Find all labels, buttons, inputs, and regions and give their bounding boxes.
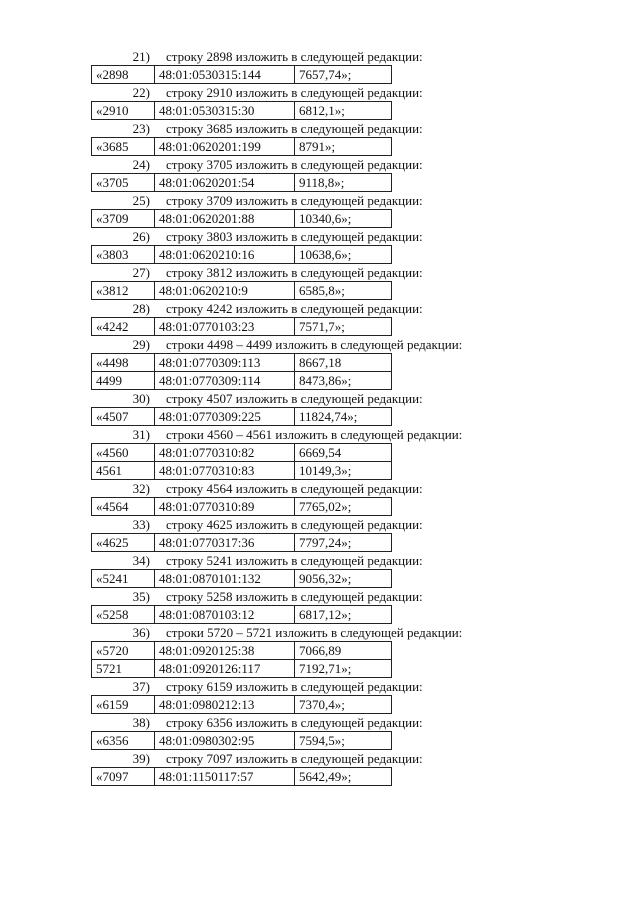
item-instruction: строку 4507 изложить в следующей редакции: bbox=[166, 391, 423, 406]
value-cell: 7192,71»; bbox=[295, 660, 392, 678]
item-number: 25) bbox=[132, 193, 150, 208]
table-row bbox=[92, 732, 392, 750]
amendment-heading bbox=[0, 552, 640, 569]
amendment-heading bbox=[0, 300, 640, 317]
cadastral-number-cell: 48:01:0870101:132 bbox=[155, 570, 295, 588]
value-cell: 9118,8»; bbox=[295, 174, 392, 192]
row-number-cell: «6356 bbox=[92, 732, 155, 750]
amendment-item bbox=[0, 228, 640, 264]
item-number: 22) bbox=[132, 85, 150, 100]
cadastral-number-cell: 48:01:0620201:88 bbox=[155, 210, 295, 228]
item-instruction: строки 4560 – 4561 изложить в следующей редакции: bbox=[166, 427, 463, 442]
cadastral-number-cell: 48:01:0770309:225 bbox=[155, 408, 295, 426]
row-number-cell: «7097 bbox=[92, 768, 155, 786]
table-row bbox=[92, 354, 392, 372]
row-number-cell: «2910 bbox=[92, 102, 155, 120]
table-row bbox=[92, 570, 392, 588]
table-row bbox=[92, 498, 392, 516]
amendment-heading bbox=[0, 678, 640, 695]
amendment-item bbox=[0, 84, 640, 120]
value-cell: 6669,54 bbox=[295, 444, 392, 462]
row-number-cell: «3705 bbox=[92, 174, 155, 192]
row-number-cell: «6159 bbox=[92, 696, 155, 714]
value-cell: 8473,86»; bbox=[295, 372, 392, 390]
row-number-cell: «4498 bbox=[92, 354, 155, 372]
amendment-item bbox=[0, 156, 640, 192]
row-number-cell: «5258 bbox=[92, 606, 155, 624]
amendment-item bbox=[0, 714, 640, 750]
amendment-item bbox=[0, 264, 640, 300]
item-instruction: строку 6356 изложить в следующей редакции: bbox=[166, 715, 423, 730]
item-number: 21) bbox=[132, 49, 150, 64]
cadastral-number-cell: 48:01:0770103:23 bbox=[155, 318, 295, 336]
cadastral-number-cell: 48:01:0920125:38 bbox=[155, 642, 295, 660]
value-cell: 7594,5»; bbox=[295, 732, 392, 750]
item-number: 32) bbox=[132, 481, 150, 496]
value-cell: 7571,7»; bbox=[295, 318, 392, 336]
cadastral-number-cell: 48:01:0770317:36 bbox=[155, 534, 295, 552]
table-row bbox=[92, 246, 392, 264]
amendment-table bbox=[91, 497, 392, 516]
item-instruction: строку 3705 изложить в следующей редакции: bbox=[166, 157, 423, 172]
table-row bbox=[92, 318, 392, 336]
item-number: 29) bbox=[132, 337, 150, 352]
row-number-cell: «3685 bbox=[92, 138, 155, 156]
amendment-table bbox=[91, 65, 392, 84]
cadastral-number-cell: 48:01:0980212:13 bbox=[155, 696, 295, 714]
item-number: 38) bbox=[132, 715, 150, 730]
value-cell: 10149,3»; bbox=[295, 462, 392, 480]
cadastral-number-cell: 48:01:0770309:114 bbox=[155, 372, 295, 390]
cadastral-number-cell: 48:01:0620201:199 bbox=[155, 138, 295, 156]
value-cell: 10638,6»; bbox=[295, 246, 392, 264]
table-row bbox=[92, 534, 392, 552]
table-row bbox=[92, 282, 392, 300]
cadastral-number-cell: 48:01:0770310:82 bbox=[155, 444, 295, 462]
table-row bbox=[92, 66, 392, 84]
cadastral-number-cell: 48:01:0530315:144 bbox=[155, 66, 295, 84]
item-number: 36) bbox=[132, 625, 150, 640]
row-number-cell: «2898 bbox=[92, 66, 155, 84]
amendment-item bbox=[0, 300, 640, 336]
value-cell: 7657,74»; bbox=[295, 66, 392, 84]
value-cell: 6812,1»; bbox=[295, 102, 392, 120]
table-row bbox=[92, 696, 392, 714]
amendment-heading bbox=[0, 192, 640, 209]
cadastral-number-cell: 48:01:0920126:117 bbox=[155, 660, 295, 678]
amendment-item bbox=[0, 750, 640, 786]
table-row bbox=[92, 642, 392, 660]
item-number: 28) bbox=[132, 301, 150, 316]
table-row bbox=[92, 462, 392, 480]
value-cell: 6817,12»; bbox=[295, 606, 392, 624]
row-number-cell: «4242 bbox=[92, 318, 155, 336]
item-number: 37) bbox=[132, 679, 150, 694]
row-number-cell: 4499 bbox=[92, 372, 155, 390]
table-row bbox=[92, 768, 392, 786]
table-row bbox=[92, 102, 392, 120]
value-cell: 7797,24»; bbox=[295, 534, 392, 552]
value-cell: 8791»; bbox=[295, 138, 392, 156]
value-cell: 8667,18 bbox=[295, 354, 392, 372]
amendment-table bbox=[91, 173, 392, 192]
value-cell: 9056,32»; bbox=[295, 570, 392, 588]
amendment-table bbox=[91, 317, 392, 336]
item-instruction: строку 2910 изложить в следующей редакции: bbox=[166, 85, 423, 100]
item-instruction: строку 3709 изложить в следующей редакции: bbox=[166, 193, 423, 208]
amendment-table bbox=[91, 605, 392, 624]
item-instruction: строку 5241 изложить в следующей редакции: bbox=[166, 553, 423, 568]
cadastral-number-cell: 48:01:0770309:113 bbox=[155, 354, 295, 372]
amendment-table bbox=[91, 101, 392, 120]
amendment-table bbox=[91, 245, 392, 264]
row-number-cell: «4564 bbox=[92, 498, 155, 516]
amendment-item bbox=[0, 336, 640, 390]
item-instruction: строки 5720 – 5721 изложить в следующей редакции: bbox=[166, 625, 463, 640]
cadastral-number-cell: 48:01:1150117:57 bbox=[155, 768, 295, 786]
amendment-table bbox=[91, 533, 392, 552]
amendment-heading bbox=[0, 516, 640, 533]
amendment-item bbox=[0, 390, 640, 426]
row-number-cell: «3803 bbox=[92, 246, 155, 264]
amendment-heading bbox=[0, 264, 640, 281]
value-cell: 6585,8»; bbox=[295, 282, 392, 300]
row-number-cell: «4507 bbox=[92, 408, 155, 426]
item-number: 34) bbox=[132, 553, 150, 568]
amendment-item bbox=[0, 480, 640, 516]
amendment-heading bbox=[0, 588, 640, 605]
amendment-item bbox=[0, 120, 640, 156]
row-number-cell: «4560 bbox=[92, 444, 155, 462]
item-instruction: строку 5258 изложить в следующей редакции: bbox=[166, 589, 423, 604]
cadastral-number-cell: 48:01:0770310:89 bbox=[155, 498, 295, 516]
item-instruction: строку 6159 изложить в следующей редакции: bbox=[166, 679, 423, 694]
item-number: 31) bbox=[132, 427, 150, 442]
cadastral-number-cell: 48:01:0530315:30 bbox=[155, 102, 295, 120]
item-instruction: строку 4625 изложить в следующей редакции: bbox=[166, 517, 423, 532]
item-number: 35) bbox=[132, 589, 150, 604]
table-row bbox=[92, 138, 392, 156]
item-number: 26) bbox=[132, 229, 150, 244]
amendment-heading bbox=[0, 156, 640, 173]
table-row bbox=[92, 210, 392, 228]
cadastral-number-cell: 48:01:0620210:9 bbox=[155, 282, 295, 300]
amendment-item bbox=[0, 552, 640, 588]
document-body bbox=[0, 48, 640, 786]
amendment-table bbox=[91, 407, 392, 426]
item-instruction: строку 3685 изложить в следующей редакции: bbox=[166, 121, 423, 136]
amendment-table bbox=[91, 767, 392, 786]
amendment-heading bbox=[0, 750, 640, 767]
row-number-cell: «5241 bbox=[92, 570, 155, 588]
item-number: 27) bbox=[132, 265, 150, 280]
cadastral-number-cell: 48:01:0870103:12 bbox=[155, 606, 295, 624]
amendment-heading bbox=[0, 48, 640, 65]
cadastral-number-cell: 48:01:0620210:16 bbox=[155, 246, 295, 264]
amendment-table bbox=[91, 443, 392, 480]
amendment-heading bbox=[0, 426, 640, 443]
item-number: 33) bbox=[132, 517, 150, 532]
row-number-cell: «5720 bbox=[92, 642, 155, 660]
table-row bbox=[92, 174, 392, 192]
amendment-item bbox=[0, 624, 640, 678]
amendment-table bbox=[91, 695, 392, 714]
value-cell: 10340,6»; bbox=[295, 210, 392, 228]
amendment-heading bbox=[0, 480, 640, 497]
item-instruction: строку 2898 изложить в следующей редакции: bbox=[166, 49, 423, 64]
amendment-table bbox=[91, 209, 392, 228]
amendment-heading bbox=[0, 624, 640, 641]
item-instruction: строку 3803 изложить в следующей редакции: bbox=[166, 229, 423, 244]
amendment-heading bbox=[0, 714, 640, 731]
amendment-heading bbox=[0, 390, 640, 407]
item-number: 23) bbox=[132, 121, 150, 136]
value-cell: 7370,4»; bbox=[295, 696, 392, 714]
table-row bbox=[92, 372, 392, 390]
item-number: 30) bbox=[132, 391, 150, 406]
value-cell: 11824,74»; bbox=[295, 408, 392, 426]
amendment-item bbox=[0, 426, 640, 480]
row-number-cell: «3709 bbox=[92, 210, 155, 228]
item-number: 24) bbox=[132, 157, 150, 172]
amendment-heading bbox=[0, 228, 640, 245]
amendment-table bbox=[91, 137, 392, 156]
amendment-item bbox=[0, 192, 640, 228]
amendment-item bbox=[0, 516, 640, 552]
table-row bbox=[92, 660, 392, 678]
amendment-table bbox=[91, 641, 392, 678]
item-number: 39) bbox=[132, 751, 150, 766]
row-number-cell: 4561 bbox=[92, 462, 155, 480]
cadastral-number-cell: 48:01:0620201:54 bbox=[155, 174, 295, 192]
table-row bbox=[92, 408, 392, 426]
amendment-heading bbox=[0, 84, 640, 101]
amendment-heading bbox=[0, 336, 640, 353]
item-instruction: строку 4564 изложить в следующей редакции: bbox=[166, 481, 423, 496]
item-instruction: строку 4242 изложить в следующей редакции: bbox=[166, 301, 423, 316]
amendment-heading bbox=[0, 120, 640, 137]
amendment-item bbox=[0, 678, 640, 714]
table-row bbox=[92, 606, 392, 624]
row-number-cell: «4625 bbox=[92, 534, 155, 552]
row-number-cell: 5721 bbox=[92, 660, 155, 678]
amendment-item bbox=[0, 48, 640, 84]
amendment-table bbox=[91, 353, 392, 390]
value-cell: 7066,89 bbox=[295, 642, 392, 660]
item-instruction: строку 7097 изложить в следующей редакции: bbox=[166, 751, 423, 766]
item-instruction: строки 4498 – 4499 изложить в следующей редакции: bbox=[166, 337, 463, 352]
amendment-table bbox=[91, 731, 392, 750]
value-cell: 5642,49»; bbox=[295, 768, 392, 786]
cadastral-number-cell: 48:01:0980302:95 bbox=[155, 732, 295, 750]
amendment-item bbox=[0, 588, 640, 624]
amendment-table bbox=[91, 569, 392, 588]
cadastral-number-cell: 48:01:0770310:83 bbox=[155, 462, 295, 480]
amendment-table bbox=[91, 281, 392, 300]
item-instruction: строку 3812 изложить в следующей редакции: bbox=[166, 265, 423, 280]
row-number-cell: «3812 bbox=[92, 282, 155, 300]
value-cell: 7765,02»; bbox=[295, 498, 392, 516]
table-row bbox=[92, 444, 392, 462]
